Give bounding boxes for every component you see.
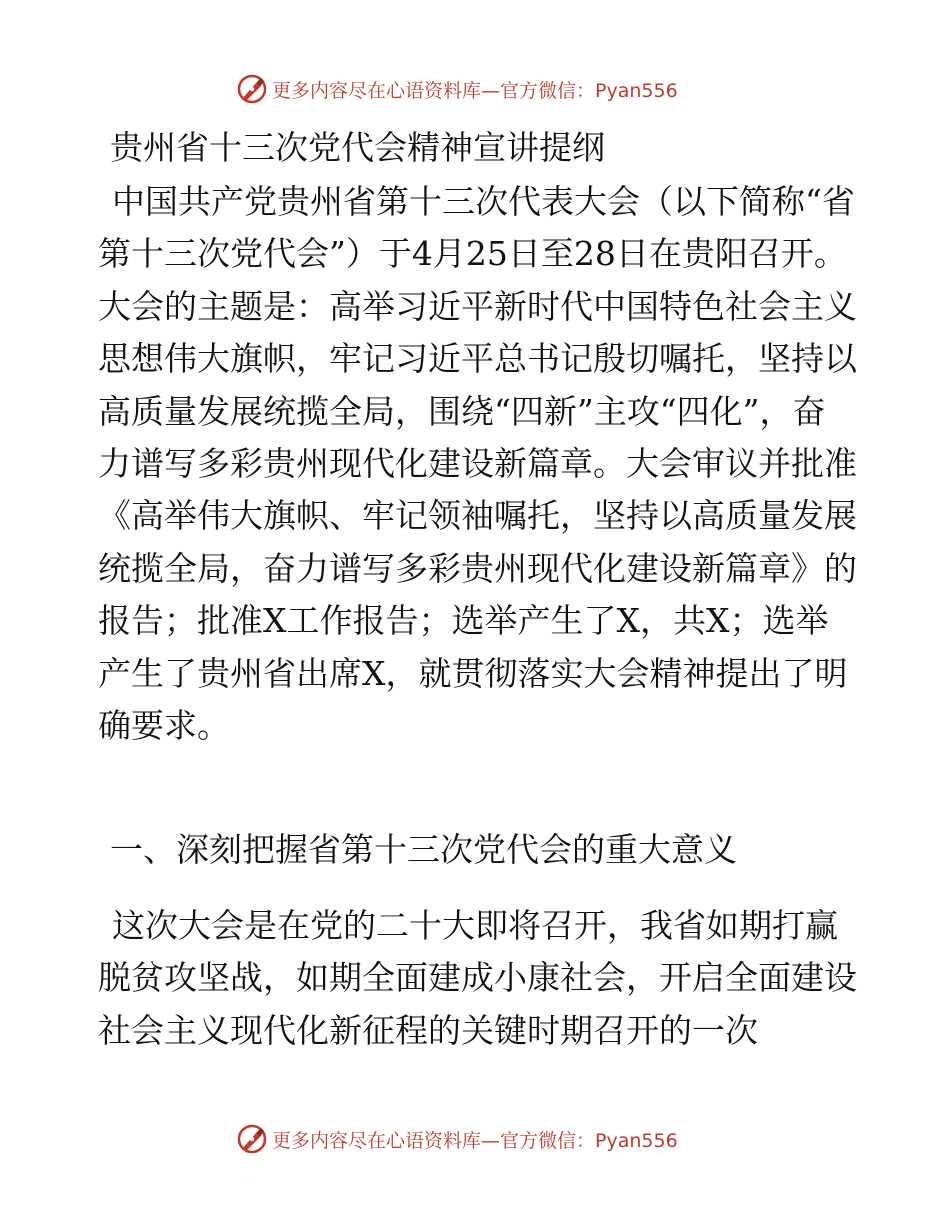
watermark-header — [236, 72, 678, 106]
watermark-footer — [236, 1122, 678, 1156]
section-heading-1: 一、深刻把握省第十三次党代会的重大意义 — [110, 830, 737, 869]
watermark-text — [272, 76, 678, 103]
intro-paragraph: 中国共产党贵州省第十三次代表大会（以下简称“省第十三次党代会”）于4月25日至28日在贵阳召开。大会的主题是：高举习近平新时代中国特色社会主义思想伟大旗帜，牢记习近平总书记殷切嘱托，坚持以高质量发展统揽全局，围绕“四新”主攻“四化”，奋力谱写多彩贵州现代化建设新篇章。大会审议并批准《高举伟大旗帜、牢记领袖嘱托，坚持以高质量发展统揽全局，奋力谱写多彩贵州现代化建设新篇章》的报告；批准X工作报告；选举产生了X，共X；选举产生了贵州省出席X，就贯彻落实大会精神提出了明确要求。 — [98, 182, 857, 746]
watermark-wechat-id: Pyan556 — [595, 1129, 678, 1152]
watermark-separator: — — [481, 79, 501, 102]
watermark-separator: — — [481, 1129, 501, 1152]
watermark-wechat-id: Pyan556 — [595, 79, 678, 102]
watermark-brand: 更多内容尽在心语资料库 — [272, 79, 482, 102]
watermark-text — [272, 1126, 678, 1153]
pen-logo-icon — [236, 73, 268, 105]
watermark-wechat-label: 官方微信： — [500, 79, 596, 102]
section-1-paragraph: 这次大会是在党的二十大即将召开，我省如期打赢脱贫攻坚战，如期全面建成小康社会，开启全面建设社会主义现代化新征程的关键时期召开的一次 — [98, 906, 857, 1050]
watermark-wechat-label: 官方微信： — [500, 1129, 596, 1152]
pen-logo-icon — [236, 1123, 268, 1155]
watermark-brand: 更多内容尽在心语资料库 — [272, 1129, 482, 1152]
document-title: 贵州省十三次党代会精神宣讲提纲 — [110, 128, 605, 167]
